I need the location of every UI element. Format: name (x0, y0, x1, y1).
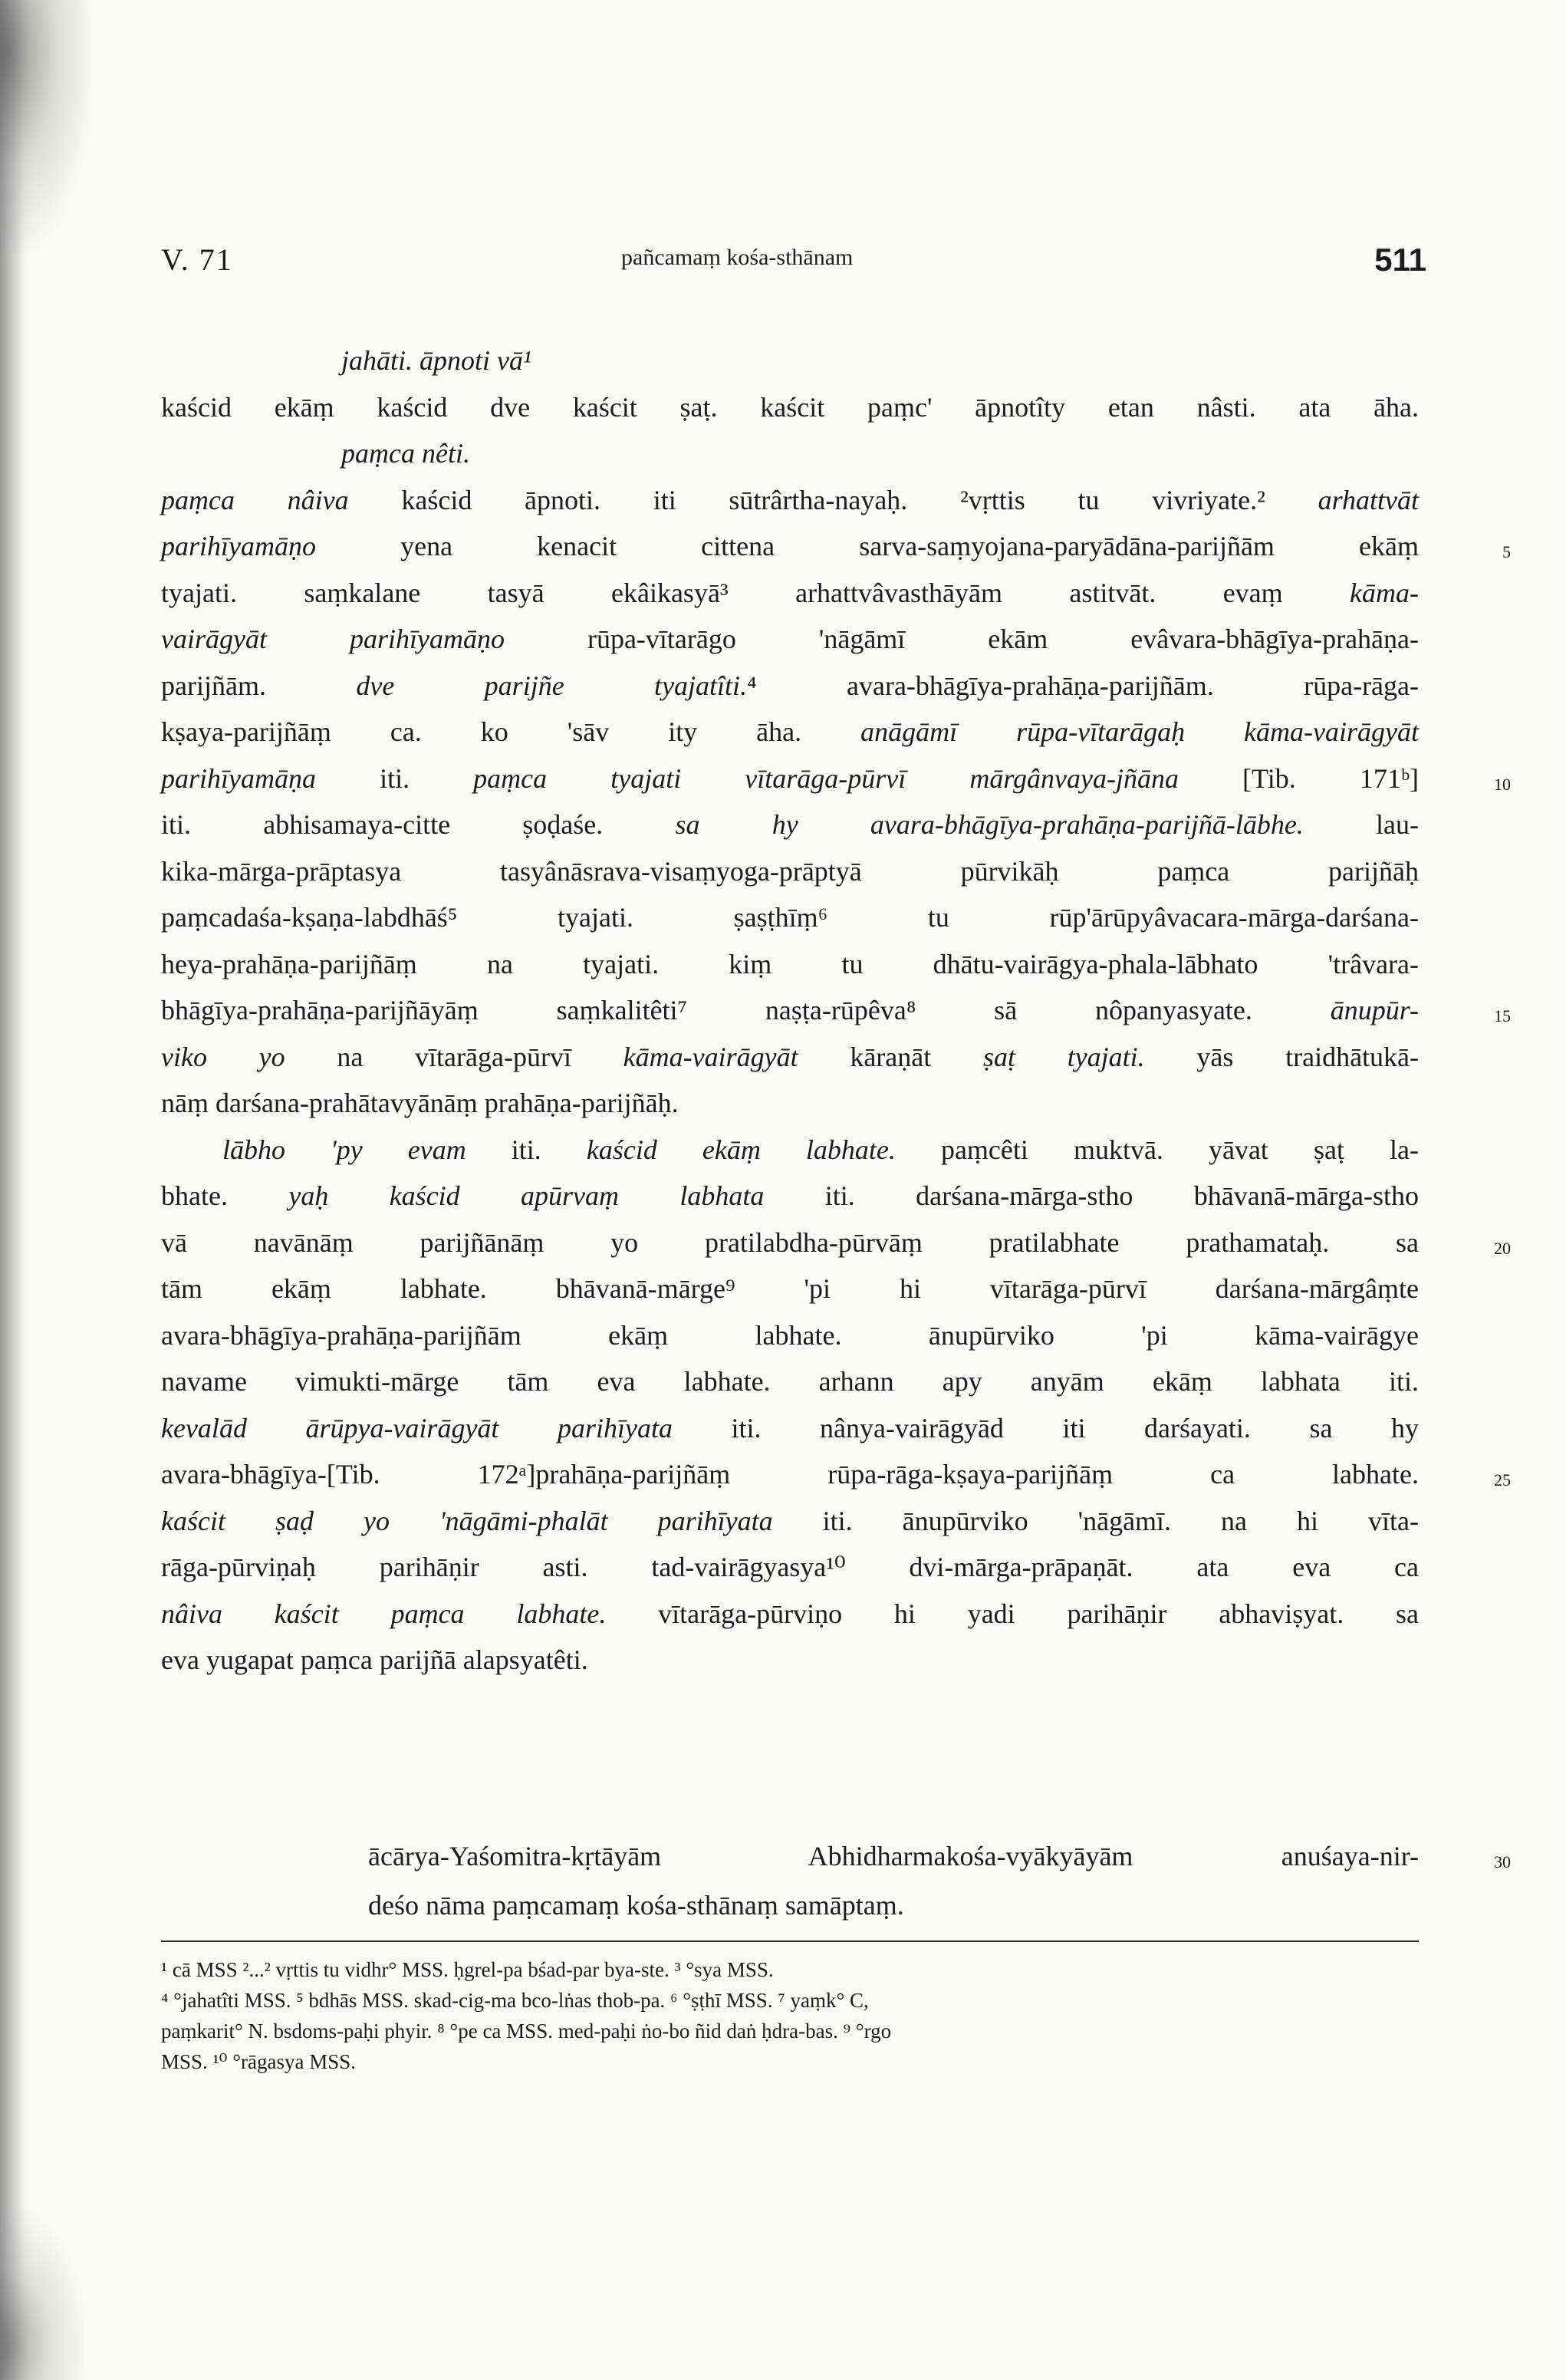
text-line (161, 663, 1419, 709)
text-span: paṃca nêti. (341, 438, 470, 469)
line-number: 15 (1494, 1006, 1511, 1025)
footnote-line: ⁴ °jahatîti MSS. ⁵ bdhās MSS. skad-cig-ma bco-lṅas thob-pa. ⁶ °ṣṭhī MSS. ⁷ yaṃk° C, (161, 1989, 869, 2012)
colophon-line (368, 1881, 1419, 1930)
text-span: iti. (466, 1134, 587, 1165)
text-span: kṣaya-parijñāṃ ca. ko 'sāv ity āha. (161, 716, 861, 747)
text-line (161, 1080, 1419, 1127)
colophon-line (368, 1832, 1511, 1881)
text-span: [Tib. 171ᵇ] (1178, 762, 1419, 794)
text-span: kāma-vairāgyāt (623, 1041, 798, 1072)
text-span: kaścid āpnoti. iti sūtrârtha-nayaḥ. ²vṛttis tu vivriyate.² (348, 484, 1318, 515)
text-span: paṃcadaśa-kṣaṇa-labdhāś⁵ tyajati. ṣaṣṭhīṃ⁶ tu rūp'ārūpyâvacara-mārga-darśana- (161, 902, 1419, 933)
text-span: kaścid ekāṃ kaścid dve kaścit ṣaṭ. kaścit paṃc' āpnotîty etan nâsti. ata āha. (161, 391, 1419, 423)
scan-shadow-bottom (0, 2209, 84, 2380)
footnote-line: MSS. ¹⁰ °rāgasya MSS. (161, 2050, 356, 2073)
text-line (161, 894, 1419, 941)
text-span: nāṃ darśana-prahātavyānāṃ prahāṇa-parijñāḥ. (161, 1088, 679, 1118)
text-span: lābho 'py evam (222, 1134, 466, 1165)
text-span: navame vimukti-mārge tām eva labhate. arhann apy anyām ekāṃ labhata iti. (161, 1366, 1419, 1397)
line-number: 5 (1502, 542, 1511, 561)
text-span: nâiva kaścit paṃca labhate. (161, 1598, 607, 1629)
line-number: 30 (1494, 1852, 1511, 1871)
footnote-line: ¹ cā MSS ²...² vṛttis tu vidhr° MSS. ḥgrel-pa bśad-par bya-ste. ³ °sya MSS. (161, 1958, 774, 1981)
text-line (161, 755, 1511, 802)
main-text (161, 337, 1511, 1684)
text-line (161, 337, 1419, 384)
text-span: iti. darśana-mārga-stho bhāvanā-mārga-stho (764, 1180, 1419, 1211)
text-span: kaścid ekāṃ labhate. (586, 1134, 896, 1165)
text-span: bhate. (161, 1180, 289, 1211)
text-span: iti. ānupūrviko 'nāgāmī. na hi vīta- (772, 1505, 1419, 1536)
line-number: 20 (1494, 1238, 1511, 1258)
text-line (161, 1127, 1419, 1174)
text-span: lau- (1303, 809, 1419, 840)
page-header (161, 242, 1426, 288)
footnote-line: paṃkarit° N. bsdoms-paḥi phyir. ⁸ °pe ca MSS. med-paḥi ṅo-bo ñid daṅ ḥdra-bas. ⁹ °rgo (161, 2020, 892, 2043)
text-span: ānupūr- (1330, 995, 1419, 1025)
text-span: ⁴ avara-bhāgīya-prahāṇa-parijñām. rūpa-rāga- (747, 670, 1419, 701)
text-line (161, 1405, 1419, 1452)
text-span: yās traidhātukā- (1144, 1041, 1420, 1072)
text-line (161, 802, 1419, 848)
text-span: rāga-pūrviṇaḥ parihāṇir asti. tad-vairāgyasya¹⁰ dvi-mārga-prāpaṇāt. ata eva ca (161, 1552, 1419, 1582)
scan-shadow-top (0, 0, 92, 253)
text-span: kāraṇāt (798, 1041, 983, 1072)
text-line (161, 570, 1419, 617)
text-span: bhāgīya-prahāṇa-parijñāyāṃ saṃkalitêti⁷ naṣṭa-rūpêva⁸ sā nôpanyasyate. (161, 995, 1331, 1025)
text-line (161, 1173, 1419, 1220)
text-span: parijñām. (161, 670, 357, 701)
text-span: avara-bhāgīya-prahāṇa-parijñām ekāṃ labhate. ānupūrviko 'pi kāma-vairāgye (161, 1319, 1419, 1351)
text-line (161, 1591, 1419, 1638)
text-line (161, 709, 1419, 755)
text-line (161, 1358, 1419, 1405)
text-line (161, 1312, 1419, 1359)
text-span: ṣaṭ tyajati. (982, 1041, 1145, 1072)
text-line (161, 616, 1419, 663)
text-line (161, 1544, 1419, 1591)
text-span: avara-bhāgīya-[Tib. 172ᵃ]prahāṇa-parijñāṃ rūpa-rāga-kṣaya-parijñāṃ ca labhate. (161, 1459, 1419, 1490)
text-span: na vītarāga-pūrvī (285, 1041, 623, 1072)
running-title: pañcamaṃ kośa-sthānam (621, 245, 854, 270)
text-line (161, 523, 1511, 570)
text-span: kaścit ṣaḍ yo 'nāgāmi-phalāt parihīyata (161, 1505, 773, 1536)
page-number: 511 (1374, 242, 1426, 278)
line-number: 10 (1494, 774, 1511, 794)
text-line (161, 1220, 1511, 1266)
text-span: kika-mārga-prāptasya tasyânāsrava-visaṃyoga-prāptyā pūrvikāḥ paṃca parijñāḥ (161, 855, 1419, 887)
text-span: iti. (316, 762, 474, 794)
text-span: parihīyamāṇa (161, 762, 316, 794)
text-span: paṃca tyajati vītarāga-pūrvī mārgânvaya-jñāna (473, 762, 1179, 794)
section-number: V. 71 (161, 242, 233, 277)
colophon (368, 1832, 1511, 1930)
text-line (161, 848, 1419, 895)
text-line (161, 477, 1419, 524)
text-span: dve parijñe tyajatîti. (356, 670, 748, 701)
text-span: viko yo (161, 1041, 285, 1072)
text-span: parihīyamāṇo (161, 531, 316, 561)
footnotes (161, 1954, 1419, 2077)
scan-edge-shadow (0, 0, 31, 2380)
text-span: heya-prahāṇa-parijñāṃ na tyajati. kiṃ tu dhātu-vairāgya-phala-lābhato 'trâvara- (161, 948, 1419, 979)
text-line (161, 1034, 1419, 1081)
text-span: yena kenacit cittena sarva-saṃyojana-paryādāna-parijñām ekāṃ (316, 531, 1419, 561)
text-span: iti. nânya-vairāgyād iti darśayati. sa hy (672, 1412, 1419, 1443)
text-line (161, 384, 1419, 431)
line-number: 25 (1494, 1470, 1511, 1490)
text-span: tām ekāṃ labhate. bhāvanā-mārge⁹ 'pi hi vītarāga-pūrvī darśana-mārgâṃte (161, 1273, 1419, 1304)
text-line (161, 1451, 1511, 1498)
text-span: vītarāga-pūrviṇo hi yadi parihāṇir abhaviṣyat. sa (606, 1598, 1419, 1629)
text-span: rūpa-vītarāgo 'nāgāmī ekām evâvara-bhāgīya-prahāṇa- (504, 624, 1420, 654)
text-span: jahāti. āpnoti vā¹ (341, 345, 531, 376)
footnote-rule (161, 1941, 1419, 1942)
text-span: anāgāmī rūpa-vītarāgaḥ kāma-vairāgyāt (860, 716, 1419, 747)
text-span: iti. abhisamaya-citte ṣoḍaśe. (161, 809, 676, 840)
text-line (161, 987, 1511, 1034)
text-line (161, 1498, 1419, 1545)
text-line (161, 941, 1419, 988)
text-span: tyajati. saṃkalane tasyā ekâikasyā³ arhattvâvasthāyām astitvāt. evaṃ (161, 577, 1351, 608)
text-span: sa hy avara-bhāgīya-prahāṇa-parijñā-lābhe. (675, 809, 1304, 840)
text-span: vā navānāṃ parijñānāṃ yo pratilabdha-pūrvāṃ pratilabhate prathamataḥ. sa (161, 1226, 1419, 1258)
text-span: eva yugapat paṃca parijñā alapsyatêti. (161, 1644, 588, 1675)
text-span: arhattvāt (1318, 484, 1419, 515)
text-span: paṃcêti muktvā. yāvat ṣaṭ la- (895, 1134, 1420, 1165)
text-span: yaḥ kaścid apūrvaṃ labhata (288, 1180, 765, 1211)
text-line (161, 430, 1419, 477)
text-span: kevalād ārūpya-vairāgyāt parihīyata (161, 1412, 673, 1443)
text-span: vairāgyāt parihīyamāṇo (161, 624, 505, 654)
text-line (161, 1266, 1419, 1312)
text-span: paṃca nâiva (161, 484, 349, 515)
text-span: kāma- (1350, 577, 1419, 608)
text-span: deśo nāma paṃcamaṃ kośa-sthānaṃ samāptaṃ. (368, 1890, 904, 1921)
text-line (161, 1637, 1419, 1684)
text-span: ācārya-Yaśomitra-kṛtāyām Abhidharmakośa-vyākyāyām anuśaya-nir- (368, 1841, 1419, 1871)
